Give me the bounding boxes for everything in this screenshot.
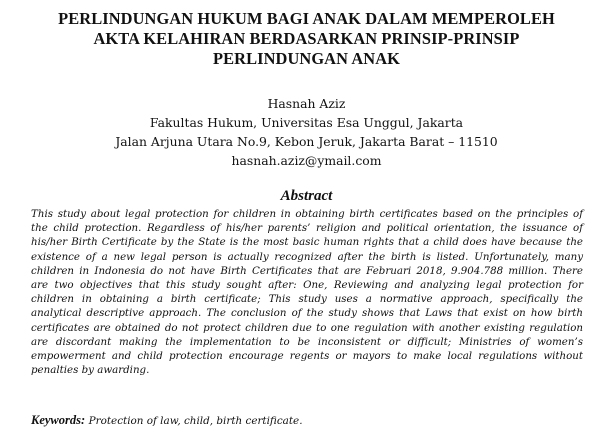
author-affiliation: Fakultas Hukum, Universitas Esa Unggul, Jakarta	[149, 115, 464, 130]
abstract-body	[31, 207, 583, 377]
title-line: AKTA KELAHIRAN BERDASARKAN PRINSIP-PRINSIP	[93, 29, 520, 48]
abstract-line: are two objectives that this study sought after: One, Reviewing and analyzing legal protection for	[31, 279, 583, 292]
abstract-line: existence of a new legal person is actually recognized after the birth is listed. Unfortunately, many	[31, 250, 583, 263]
abstract-line: children in obtaining a birth certificate; This study uses a normative approach, specifically the	[31, 293, 583, 306]
abstract-line: This study about legal protection for children in obtaining birth certificates based on the principles of	[31, 208, 583, 220]
abstract-line: analytical descriptive approach. The conclusion of the study shows that Laws that exist on how birth	[31, 307, 583, 320]
keywords-value: Protection of law, child, birth certificate.	[88, 415, 303, 427]
abstract-line: certificates are obtained do not protect children due to one regulation with another existing regulation	[31, 321, 583, 334]
abstract-line: children in Indonesia do not have Birth Certificates that are Februari 2018, 9.904.788 million. There	[31, 264, 583, 277]
abstract-line: are discordant making the implementation to be inconsistent or difficult; Ministries of women’s	[31, 335, 583, 348]
author-email: hasnah.aziz@ymail.com	[231, 153, 382, 168]
author-block	[0, 94, 613, 170]
abstract-line: the child protection. Regardless of his/her parents’ religion and political orientation, the issuance of	[31, 222, 583, 235]
abstract-line: empowerment and child protection encourage regents or mayors to make local regulations without	[31, 350, 583, 363]
title-line: PERLINDUNGAN HUKUM BAGI ANAK DALAM MEMPEROLEH	[58, 9, 555, 28]
abstract-line: his/her Birth Certificate by the State is the most basic human rights that a child does have because the	[31, 236, 583, 249]
abstract-line: penalties by awarding.	[31, 364, 150, 377]
paper-title	[0, 9, 613, 69]
keywords-label: Keywords:	[31, 413, 86, 427]
keywords	[31, 412, 591, 429]
author-address: Jalan Arjuna Utara No.9, Kebon Jeruk, Jakarta Barat – 11510	[115, 134, 498, 149]
abstract-heading: Abstract	[280, 188, 333, 204]
title-line: PERLINDUNGAN ANAK	[212, 49, 400, 68]
author-name: Hasnah Aziz	[267, 96, 346, 111]
